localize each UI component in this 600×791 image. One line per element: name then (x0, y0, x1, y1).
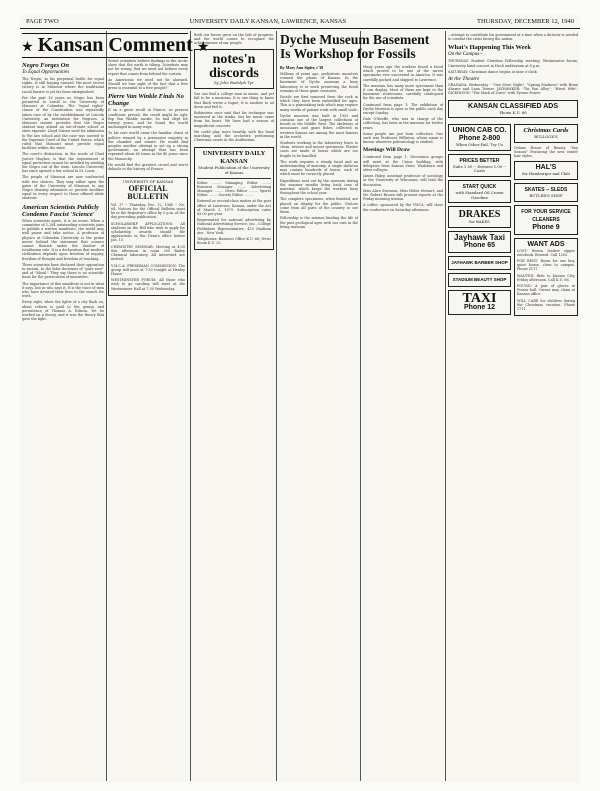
drakes-sub: for BAKES (469, 219, 490, 225)
start-quick-ad: START QUICK with Standard Oil Crown Gasoline (448, 180, 511, 203)
skates-title: SKATES -- SLEDS (524, 187, 568, 194)
editorial-column-2: Soviet scientists believe findings in the Arctic show that the earth is tilting. Scientists may not be wrong. But we need not believe every report that comes from behind the curtain. As Americans we need not be alarmed. Should we lose sight of the fact that a free press is essential to a free people? Pierre Van Winkle Finds No Change If on a given recall in France, as present conditions prevail, the result might be ugly. Rip Van Winkle awoke, he had slept for twenty years, and he found the world unchanged in many ways. To his rare world came the familiar chant of politics swayed by a persuasive majority in the chamber and senate. He would find peoples another attempt to set up a strong government, an attempt that has been repeated about 60 times in the 40 years since the Monarchy. He would find the greatest crowd and worst debacle in the history of France. UNIVERSITY OF KANSAS OFFICIAL BULLETIN Vol. 37 -- Thursday, Dec. 12, 1940 -- No. 64. Notices for the Official Bulletin must be in the Registrar's office by 3 p.m. of the day preceding publication. SCHOLARSHIP APPLICATIONS: All students on the Hill who wish to apply for scholarship awards should file applications in the Dean's office before Jan. 15. CHEMISTRY SEMINAR: Meeting at 4:30 this afternoon in room 200 Bailey Chemical laboratory. All interested are invited. Y.M.C.A. FRESHMAN COMMISSION: The group will meet at 7:30 tonight at Henley House. WESTMINSTER FORUM: All those who wish to go caroling will meet at the Westminster Hall at 7:30 Wednesday. (108, 59, 188, 781)
happening-sub: On the Campus-- (448, 52, 483, 58)
classified-grid (448, 121, 578, 319)
halls-title: HAL'S (535, 164, 557, 172)
cleaners-title: FOR YOUR SERVICE CLEANERS (521, 208, 571, 223)
halls-ad (514, 161, 578, 180)
christmas-ad: Christmas Cards BULLOCK'S (514, 124, 578, 143)
stadium-ad (448, 273, 511, 287)
notes-title-1: notes'n (212, 51, 256, 67)
classified-left (448, 121, 511, 319)
notes-byline: by John Rudolph Tyr (214, 79, 254, 85)
jayhawk-taxi-ad (448, 231, 511, 253)
page-header (20, 15, 580, 29)
classified-banner (448, 100, 578, 119)
editorial-heading-3: Pierre Van Winkle Finds No Change (108, 93, 184, 108)
editorial-banner: ★ Kansan Comment ★ (22, 33, 188, 60)
staff-sub: Student Publication of the University of Kansas (198, 165, 270, 176)
official-bulletin: UNIVERSITY OF KANSAS OFFICIAL BULLETIN Vol. 37 -- Thursday, Dec. 12, 1940 -- No. 64. Notices for the Official Bulletin must be in the Registrar's office by 3 p.m. of the day preceding publication. SCHOLARSHIP APPLICATIONS: All students on the Hill who wish to apply for scholarship awards should file applications in the Dean's office before Jan. 15. CHEMISTRY SEMINAR: Meeting at 4:30 this afternoon in room 200 Bailey Chemical laboratory. All interested are invited. Y.M.C.A. FRESHMAN COMMISSION: The group will meet at 7:30 tonight at Henley House. WESTMINSTER FORUM: All those who wish to go caroling will meet at the Westminster Hall at 7:30 Wednesday. (108, 177, 188, 295)
classified-phone: Phone K.U. 66 (499, 109, 527, 115)
drakes-ad (448, 206, 511, 228)
prices-title: PRICES BETTER (459, 157, 500, 164)
union-cab-ad: UNION CAB CO. Phone 2-800 When Other Fail, Try Us (448, 124, 511, 151)
jayhawk-taxi-phone: Phone 65 (463, 241, 496, 249)
newspaper-page (20, 15, 580, 783)
prices-ad: PRICES BETTER Suits 1.50 -- Dresses 1.00 -- Coats (448, 154, 511, 177)
classified-title: KANSAN CLASSIFIED ADS (468, 102, 558, 110)
column-rule (276, 31, 277, 781)
official-title: OFFICIAL BULLETIN (127, 183, 169, 201)
staff-box: UNIVERSITY DAILY KANSAN Student Publication of the University of Kansas Editor ........ Managing Editor ........ Business Manager ........ Advertising Manager ........ News Editor ........ Sports Editor ........ Society Editor ........ Entered as second-class matter at the post office at Lawrence, Kansas, under the Act of March 3, 1879. Subscription rates $3.00 per year. Represented for national advertising by National Advertising Service, Inc., College Publishers Representative, 420 Madison Ave., New York. Telephones: Business Office K.U. 66; News Room K.U. 25. (194, 147, 274, 250)
column-rule (360, 31, 361, 781)
notes-box (194, 49, 274, 90)
halls-sub: for Hamburger and Chili (522, 171, 570, 177)
taxi-title: TAXI (462, 290, 497, 306)
masthead: UNIVERSITY DAILY KANSAN, LAWRENCE, KANSAS (189, 18, 347, 25)
christmas-title: Christmas Cards (523, 127, 569, 135)
taxi-phone: Phone 12 (463, 303, 496, 311)
union-cab-title: UNION CAB CO. (452, 127, 507, 135)
want-ads-title: WANT ADS (527, 240, 565, 248)
start-quick-title: START QUICK (462, 184, 497, 190)
official-school: UNIVERSITY OF KANSAS (122, 179, 174, 185)
editorial-subheading-1: To Equal Opportunities (22, 70, 70, 75)
editorial-body: For the past 16 years no Negro has been permitted to enroll in the University of Missouri at Columbia. The "equal rights" clause of the Constitution was repeatedly taken care of by the establishment of Lincoln University, an institution for Negroes. A Missouri statute provides that the Negro student may attend an out-of-state school at state expense. Lloyd Gaines sued for admission to the law school and the case was carried to the Supreme Court of the United States, which ruled that Missouri must provide equal facilities within the state. (22, 95, 104, 151)
museum-column-2: Many years ago the workers found a fossil which proved to be one of the rarest specimens ever uncovered in America. It was carefully packed and shipped to Lawrence. The museum has many more specimens than it can display. Most of them are kept in the basement storerooms, carefully catalogued for the use of scientists. Continued from page 1: The exhibition of Dyche Museum is open to the public each day except Sunday. Dale O'Keeffe, who was in charge of the collecting, has been in the museum for twelve years. Some people are just born collectors. One such was Professor Williston, whose name is known wherever paleontology is studied. Meetings Will Draw Continued from page 1. Discussion groups will meet at the Union building, with delegates from Kansas State, Washburn and other colleges. James Haley, assistant professor of sociology at the University of Wisconsin, will lead the discussion. Miss Alice Swenson, Miss Helen Stewart, and Mr. Robert Brown will present reports at the Friday morning session. A coffee, sponsored by the YWCA, will close the conference on Saturday afternoon. (363, 65, 443, 212)
banner-title: Kansan Comment (37, 34, 193, 56)
column-rule (106, 31, 107, 781)
column-rule (445, 31, 446, 781)
editorial-column-1: Negro Forges On To Equal Opportunities The Negro, in his perpetual battle for equal rights, is still forging onward. His most recent victory is in Missouri where the traditional racial barrier is yet far from extinguished. For the past 16 years no Negro has been permitted to enroll in the University of Missouri at Columbia. The "equal rights" clause of the Constitution was repeatedly taken care of by the establishment of Lincoln University, an institution for Negroes. A Missouri statute provides that the Negro student may attend an out-of-state school at state expense. Lloyd Gaines sued for admission to the law school and the case was carried to the Supreme Court of the United States, which ruled that Missouri must provide equal facilities within the state. The court's distinction, in the words of Chief Justice Hughes, is that the requirement of equal protection cannot be satisfied by sending the Negro out of the state. Lincoln University has since opened a law school in St. Louis. The people of Missouri are now confronted with two choices. They may either open the gates of the University of Missouri to any Negro desiring admission or provide facilities equal in every respect to those offered white students. American Scientists Publicly Condemn Fascist 'Science' When scientists agree, it is an event. When a committee of 1,284 outstanding scientists joins to publish a written manifesto, the world may well pause and take notice. A professor of physics at Columbia University is the prime mover behind the statement that science cannot flourish under the shadow of totalitarian rule. It is a declaration that modern civilization depends upon freedom of inquiry, freedom of thought and freedom of teaching. These scientists have declared their opposition to racism, to the false doctrines of "pure race" and of "blood." They say there is no scientific basis for the persecution of minorities. The importance of this manifesto is not in what it says, but in who says it. It is the voice of men who have devoted their lives to the search for truth. Every right, when the lights of a city flash on, about reform is paid to the genius and persistence of Thomas A. Edison. Yet he worked on a theory, and it was the theory that gave the light. (22, 62, 104, 322)
museum-byline: By Mary Ann Sipler, c'39 (280, 65, 324, 70)
barber-title: JAYHAWK BARBER SHOP (451, 259, 508, 265)
drakes-title: DRAKES (458, 209, 501, 221)
museum-column-1: By Mary Ann Sipler, c'39 Millions of years ago, prehistoric monsters roamed the plains of Kansas. In the basement of Dyche museum a busy laboratory is at work preserving the fossil remains of these giant creatures. Fossils are first removed from the rock in which they have been embedded for ages. This is a painstaking task which may require many weeks of patient work with small tools. Dyche museum was built in 1903 and contains one of the largest collections of fossils in the Middle West. The skeletons of mosasaurs and giant fishes collected in western Kansas are among the most famous in the world. Students working in the laboratory learn to clean, restore and mount specimens. Plaster casts are made of bones which are too fragile to be handled. The work requires a steady hand and an understanding of anatomy. A single skeleton may contain hundreds of bones, each of which must be correctly placed. Expeditions sent out by the museum during the summer months bring back tons of material, which keeps the workers busy throughout the school year. The complete specimens, when finished, are placed on display for the public. Visitors come from all parts of the country to see them. Fellowship is the mission binding the life of the past geological ages with our own in the living museum. (280, 65, 358, 229)
classified-right: Christmas Cards BULLOCK'S Deluxe House of Beauty "Say Season" Featuring the new winter hair styles. HAL'S for Hamburger and Chili SKATES -- SLEDS BUTLER'S SHOP FOR YOUR SERVICE CLEANERS Phone 9 WANT ADS LOST: Brown leather zipper notebook. Reward. Call 1265. FOR RENT: Room for one boy, quiet house, close to campus. Phone 2117. WANTED: Ride to Kansas City, Friday afternoon. Call K.U. 66. FOUND: A pair of gloves in Fraser hall. Owner may claim at Kansan office. WILL CARE for children during the Christmas vacation. Phone 1711. (514, 121, 578, 319)
editorial-heading-2: American Scientists Publicly Condemn Fascist 'Science' (22, 203, 99, 218)
museum-subhead: Meetings Will Draw (363, 147, 411, 154)
skates-ad: SKATES -- SLEDS BUTLER'S SHOP (514, 183, 578, 202)
barber-ad (448, 256, 511, 270)
cleaners-phone: Phone 9 (532, 223, 560, 231)
taxi-ad (448, 290, 511, 315)
theatre-heading: At the Theatre (448, 76, 480, 83)
cleaners-ad (514, 205, 578, 235)
want-ads: WANT ADS LOST: Brown leather zipper notebook. Reward. Call 1265. FOR RENT: Room for one boy, quiet house, close to campus. Phone 2117. WANTED: Ride to Kansas City, Friday afternoon. Call K.U. 66. FOUND: A pair of gloves in Fraser hall. Owner may claim at Kansan office. WILL CARE for children during the Christmas vacation. Phone 1711. (514, 238, 578, 317)
page-number: PAGE TWO (26, 18, 59, 25)
staff-title: UNIVERSITY DAILY KANSAN (202, 150, 266, 166)
notes-title-2: discords (209, 65, 259, 81)
editorial-heading-1: Negro Forges On (22, 62, 69, 69)
museum-headline-block (280, 33, 442, 61)
editorial-lead: The Negro, in his perpetual battle for equal rights, is still forging onward. His most recent victory is in Missouri where the traditional racial barrier is yet far from extinguished. (22, 77, 104, 94)
museum-headline: Dyche Museum Basement Is Workshop for Fossils (280, 32, 430, 61)
date: THURSDAY, DECEMBER 12, 1940 (477, 18, 574, 25)
center-column: Both our forces grow on the tide of progress, and the world comes to recognize the achievements of our people. notes'n discords by John Rudolph Tyr You can find a college man in music, and yet fail to be a musician. It is one thing to know that Bach wrote a fugue; it is another to sit down and feel it. Rubinstein once said that his technique was mastered in the studio, but his music came from his heart. We have had a season of magnificent concerts. We could play more heartily, with the band marching and the orchestra performing Christmas carols in the Auditorium. UNIVERSITY DAILY KANSAN Student Publication of the University of Kansas Editor ........ Managing Editor ........ Business Manager ........ Advertising Manager ........ News Editor ........ Sports Editor ........ Society Editor ........ Entered as second-class matter at the post office at Lawrence, Kansas, under the Act of March 3, 1879. Subscription rates $3.00 per year. Represented for national advertising by National Advertising Service, Inc., College Publishers Representative, 420 Madison Ave., New York. Telephones: Business Office K.U. 66; News Room K.U. 25. (194, 33, 274, 781)
jayhawk-taxi-title: Jayhawk Taxi (454, 232, 505, 242)
ads-column: ...attempt to contribute his government at a time when a dictator is needed to combat the crisis facing the nation. What's Happening This Week On the Campus-- THURSDAY: Student Christian Fellowship meeting; Westminster forum; University band concert in Hoch auditorium at 8 p.m. SATURDAY: Christmas dance begins at nine o'clock. At the Theatre GRANADA: Wednesday - "One More Night"; "Spring Madness" with Brian Aherne and Lana Turner. JAYHAWKER: "Tin Pan Alley"; "Hired Wife". DICKINSON: "The Mark of Zorro" with Tyrone Power. KANSAN CLASSIFIED ADS Phone K.U. 66 UNION CAB CO. Phone 2-800 When Other Fail, Try Us PRICES BETTER Suits 1.50 -- Dresses 1.00 -- Coats START QUICK with Standard Oil Crown Gasoline DRAKES for BAKES Jayhawk Taxi Phone 65 JAYHAWK BARBER SHOP STADIUM BEAUTY SHOP TAXI Phone 12 Christmas Cards BULLOCK'S Deluxe House of Beauty "Say Season" Featuring the new winter hair styles. HAL'S for Hamburger and Chili SKATES -- SLEDS BUTLER'S SHOP FOR YOUR SERVICE CLEANERS Phone 9 WANT ADS LOST: Brown leather zipper notebook. Reward. Call 1265. FOR RENT: Room for one boy, quiet house, close to campus. Phone 2117. WANTED: Ride to Kansas City, Friday afternoon. Call K.U. 66. FOUND: A pair of gloves in Fraser hall. Owner may claim at Kansan office. WILL CARE for children during the Christmas vacation. Phone 1711. (448, 33, 578, 781)
stadium-title: STADIUM BEAUTY SHOP (452, 276, 507, 282)
union-cab-phone: Phone 2-800 (458, 135, 501, 143)
column-rule (190, 31, 191, 781)
happening-title: What's Happening This Week (448, 44, 532, 52)
